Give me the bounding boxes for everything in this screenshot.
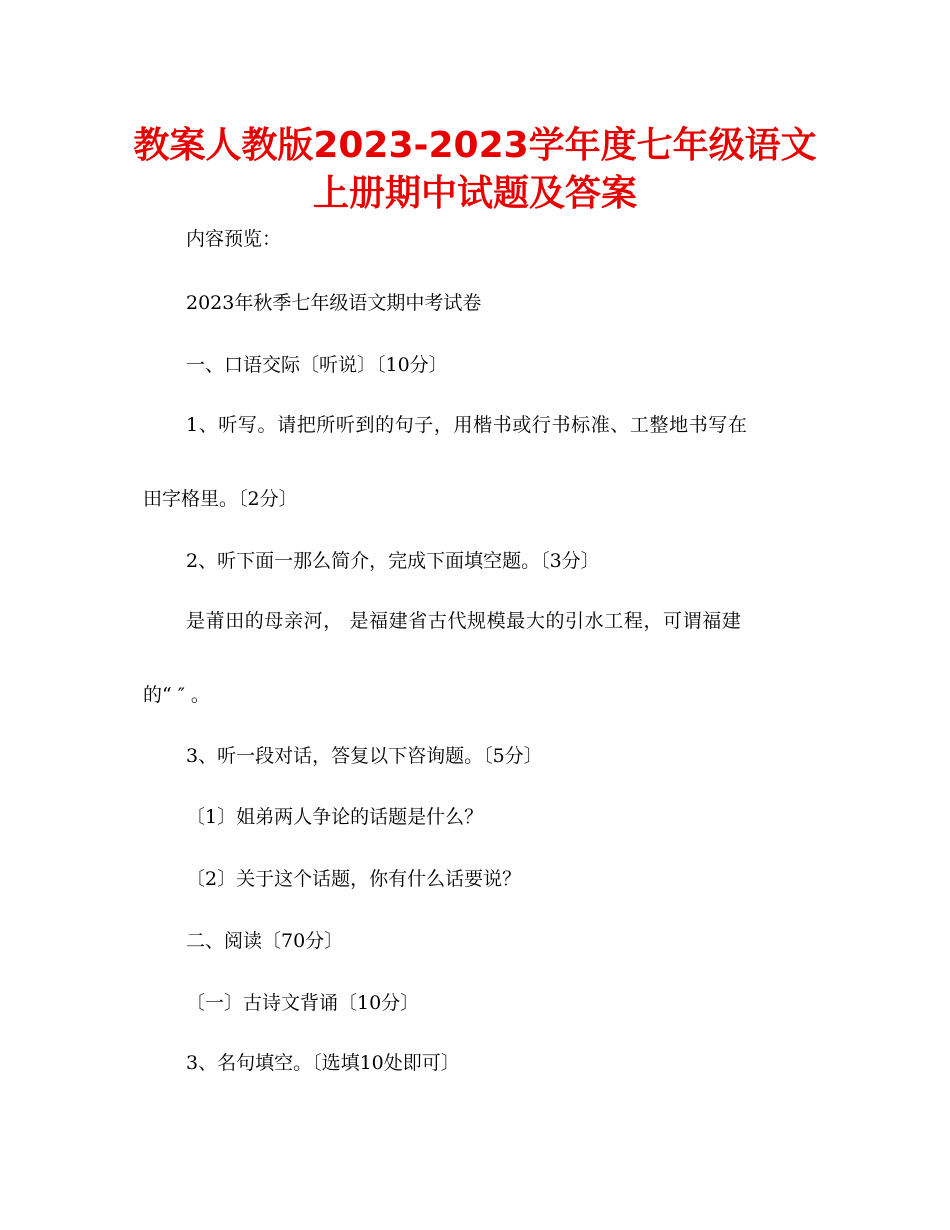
subsection-heading-poetry: 〔一〕古诗文背诵〔10分〕: [186, 992, 420, 1014]
document-title-line-1: 教案人教版2023-2023学年度七年级语文: [133, 125, 817, 166]
question-1-text: 1、听写。请把所听到的句子，用楷书或行书标准、工整地书写在: [186, 414, 748, 436]
question-2-text: 2、听下面一那么简介，完成下面填空题。〔3分〕: [186, 550, 600, 572]
question-2-passage: 是莆田的母亲河， 是福建省古代规模最大的引水工程，可谓福建: [186, 610, 742, 632]
document-title-line-2: 上册期中试题及答案: [312, 173, 637, 214]
question-3-sub-2: 〔2〕关于这个话题，你有什么话要说？: [186, 868, 522, 890]
question-3-text: 3、听一段对话，答复以下咨询题。〔5分〕: [186, 745, 543, 767]
question-3-fill-blanks: 3、名句填空。〔选填10处即可〕: [186, 1052, 460, 1074]
question-3-sub-1: 〔1〕姐弟两人争论的话题是什么？: [186, 806, 484, 828]
section-heading-reading: 二、阅读〔70分〕: [186, 930, 344, 952]
question-1-continuation: 田字格里。〔2分〕: [143, 488, 298, 510]
section-heading-oral: 一、口语交际〔听说〕〔10分〕: [186, 354, 448, 376]
exam-heading: 2023年秋季七年级语文期中考试卷: [186, 292, 482, 314]
question-2-passage-continuation: 的“ ″ 。: [143, 684, 210, 706]
preview-label: 内容预览：: [186, 228, 282, 250]
